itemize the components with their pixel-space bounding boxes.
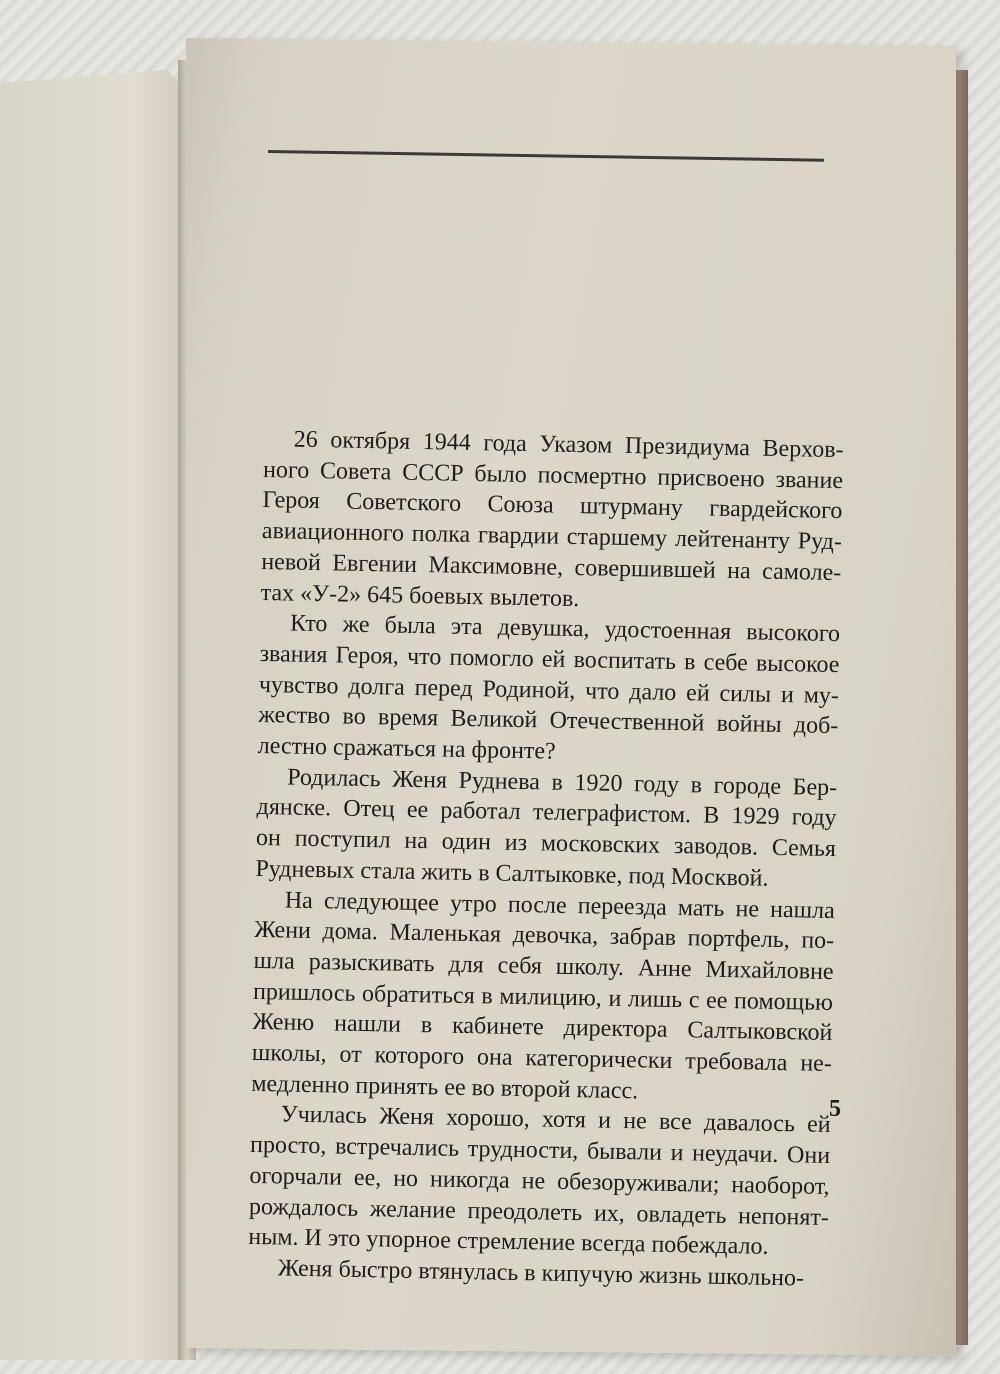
text-line: 26 октября 1944 года Указом Президиума Верхов- (293, 426, 844, 464)
text-line: чувство долга перед Родиной, что дало ей силы и му- (258, 671, 840, 709)
text-line: ного Совета СССР было посмертно присвоено звание (262, 456, 844, 494)
body-text (247, 424, 843, 1295)
text-line: огорчали ее, но никогда не обезоруживали; наоборот, (249, 1162, 830, 1200)
text-line: Родилась Женя Руднева в 1920 году в городе Бер- (286, 764, 838, 801)
text-line: Училась Женя хорошо, хотя и не все давалось ей (280, 1101, 831, 1139)
text-line: он поступил на один из московских заводов. Семья (255, 825, 837, 863)
paragraph (258, 608, 841, 773)
text-line: Женя быстро втянулась в кипучую жизнь школьно- (277, 1255, 805, 1292)
text-line: Кто же была эта девушка, удостоенная высокого (289, 610, 841, 648)
text-line: школы, от которого она категорически требовала не- (251, 1039, 833, 1078)
text-line: На следующее утро после переезда мать не нашла (284, 887, 836, 924)
text-line: лестно сражаться на фронте? (257, 732, 556, 765)
text-line: невой Евгении Максимовне, совершившей на самоле- (261, 548, 842, 586)
page-number: 5 (829, 1096, 841, 1122)
text-line: Женю нашли в кабинете директора Салтыковской (252, 1009, 833, 1047)
text-line: рождалось желание преодолеть их, овладеть непонят- (248, 1193, 830, 1231)
text-line: Жени дома. Маленькая девочка, забрав портфель, по- (254, 917, 835, 955)
text-line: пришлось обратиться в милицию, и лишь с ее помощью (252, 978, 834, 1016)
text-line: авиационного полка гвардии старшему лейтенанту Руд- (261, 518, 843, 556)
paragraph (251, 884, 835, 1110)
text-line: жество во время Великой Отечественной войны доб- (258, 702, 839, 740)
paragraph (260, 424, 843, 619)
text-line: ным. И это упорное стремление всегда побеждало. (248, 1224, 769, 1261)
paragraph (248, 1099, 831, 1264)
text-line: Рудневых стала жить в Салтыковке, под Москвой. (255, 855, 769, 892)
text-line: Героя Советского Союза штурману гвардейского (262, 487, 843, 525)
paragraph (255, 762, 837, 896)
text-line: дянске. Отец ее работал телеграфистом. В 1929 году (256, 794, 837, 832)
text-line: звания Героя, что помогло ей воспитать в себе высокое (259, 640, 840, 679)
left-page (0, 70, 190, 1360)
text-line: тах «У-2» 645 боевых вылетов. (260, 579, 580, 612)
text-line: медленно принять ее во второй класс. (251, 1070, 639, 1105)
text-line: шла разыскивать для себя школу. Анне Михайловне (253, 947, 834, 985)
text-line: просто, встречались трудности, бывали и неудачи. Они (249, 1132, 831, 1170)
